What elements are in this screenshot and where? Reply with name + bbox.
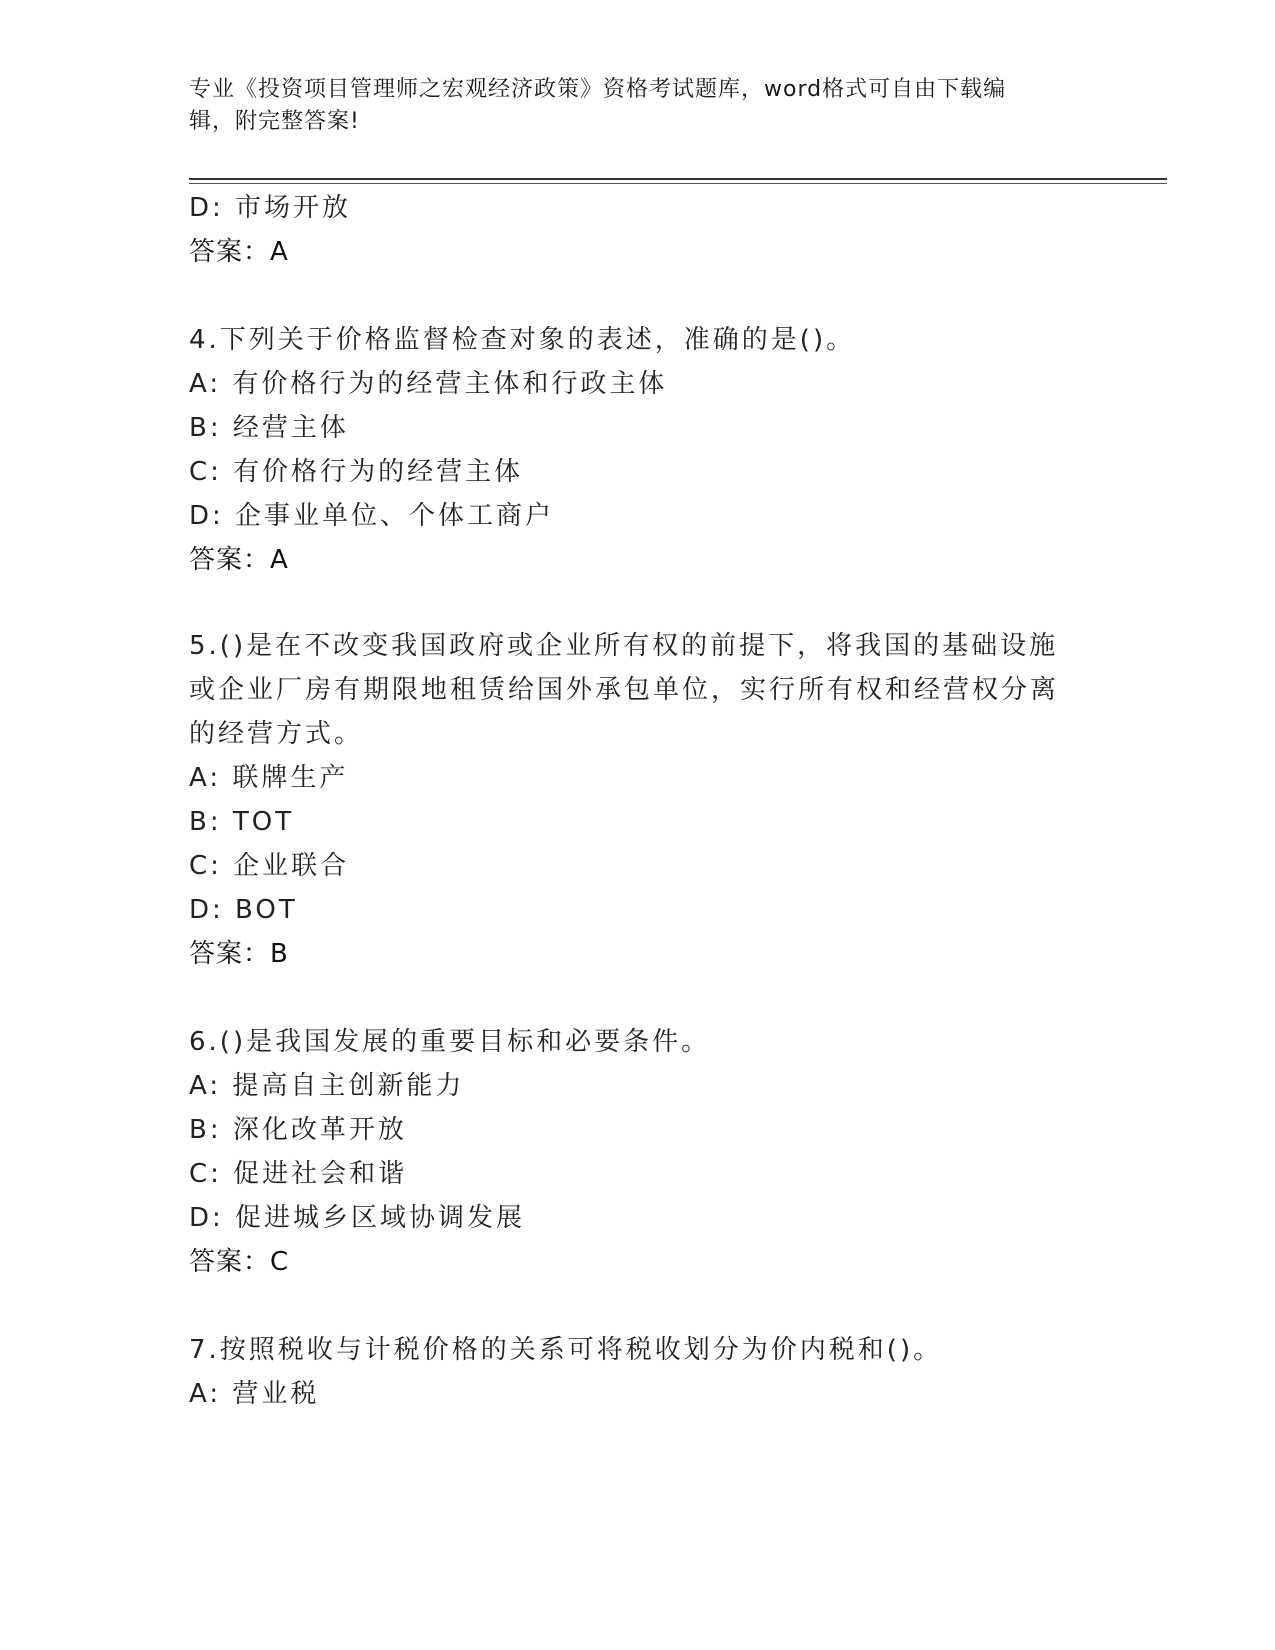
q7-stem: 7.按照税收与计税价格的关系可将税收划分为价内税和()。 [189, 1335, 943, 1365]
q4-stem: 4.下列关于价格监督检查对象的表述，准确的是()。 [189, 325, 856, 355]
q7-option-a: A: 营业税 [189, 1379, 320, 1409]
q5-stem-line-1: 5.()是在不改变我国政府或企业所有权的前提下，将我国的基础设施 [189, 631, 1059, 661]
q5-option-a: A: 联牌生产 [189, 763, 349, 793]
q5-option-d: D: BOT [189, 895, 298, 925]
q6-option-a: A: 提高自主创新能力 [189, 1071, 465, 1101]
q4-option-d: D: 企事业单位、个体工商户 [189, 501, 555, 531]
q5-stem-line-2: 或企业厂房有期限地租赁给国外承包单位，实行所有权和经营权分离 [189, 675, 1060, 705]
q5-option-b: B: TOT [189, 807, 295, 837]
q4-option-c: C: 有价格行为的经营主体 [189, 457, 524, 487]
q6-stem: 6.()是我国发展的重要目标和必要条件。 [189, 1027, 711, 1057]
q3-option-d: D: 市场开放 [189, 193, 352, 223]
q5-option-c: C: 企业联合 [189, 851, 350, 881]
q3-answer: 答案：A [189, 237, 289, 267]
header-divider-thick [189, 178, 1167, 180]
q5-stem-line-3: 的经营方式。 [189, 719, 364, 749]
header-note [189, 74, 1069, 138]
q6-option-d: D: 促进城乡区域协调发展 [189, 1203, 526, 1233]
q4-answer: 答案：A [189, 545, 289, 575]
q6-option-c: C: 促进社会和谐 [189, 1159, 408, 1189]
q4-option-a: A: 有价格行为的经营主体和行政主体 [189, 369, 668, 399]
q6-option-b: B: 深化改革开放 [189, 1115, 407, 1145]
q5-answer: 答案：B [189, 939, 289, 969]
header-divider-thin [189, 183, 1167, 184]
q6-answer: 答案：C [189, 1247, 290, 1277]
header-note-line-1: 专业《投资项目管理师之宏观经济政策》资格考试题库，word格式可自由下载编 [189, 77, 1007, 102]
header-note-line-2: 辑，附完整答案! [189, 109, 360, 134]
q4-option-b: B: 经营主体 [189, 413, 349, 443]
